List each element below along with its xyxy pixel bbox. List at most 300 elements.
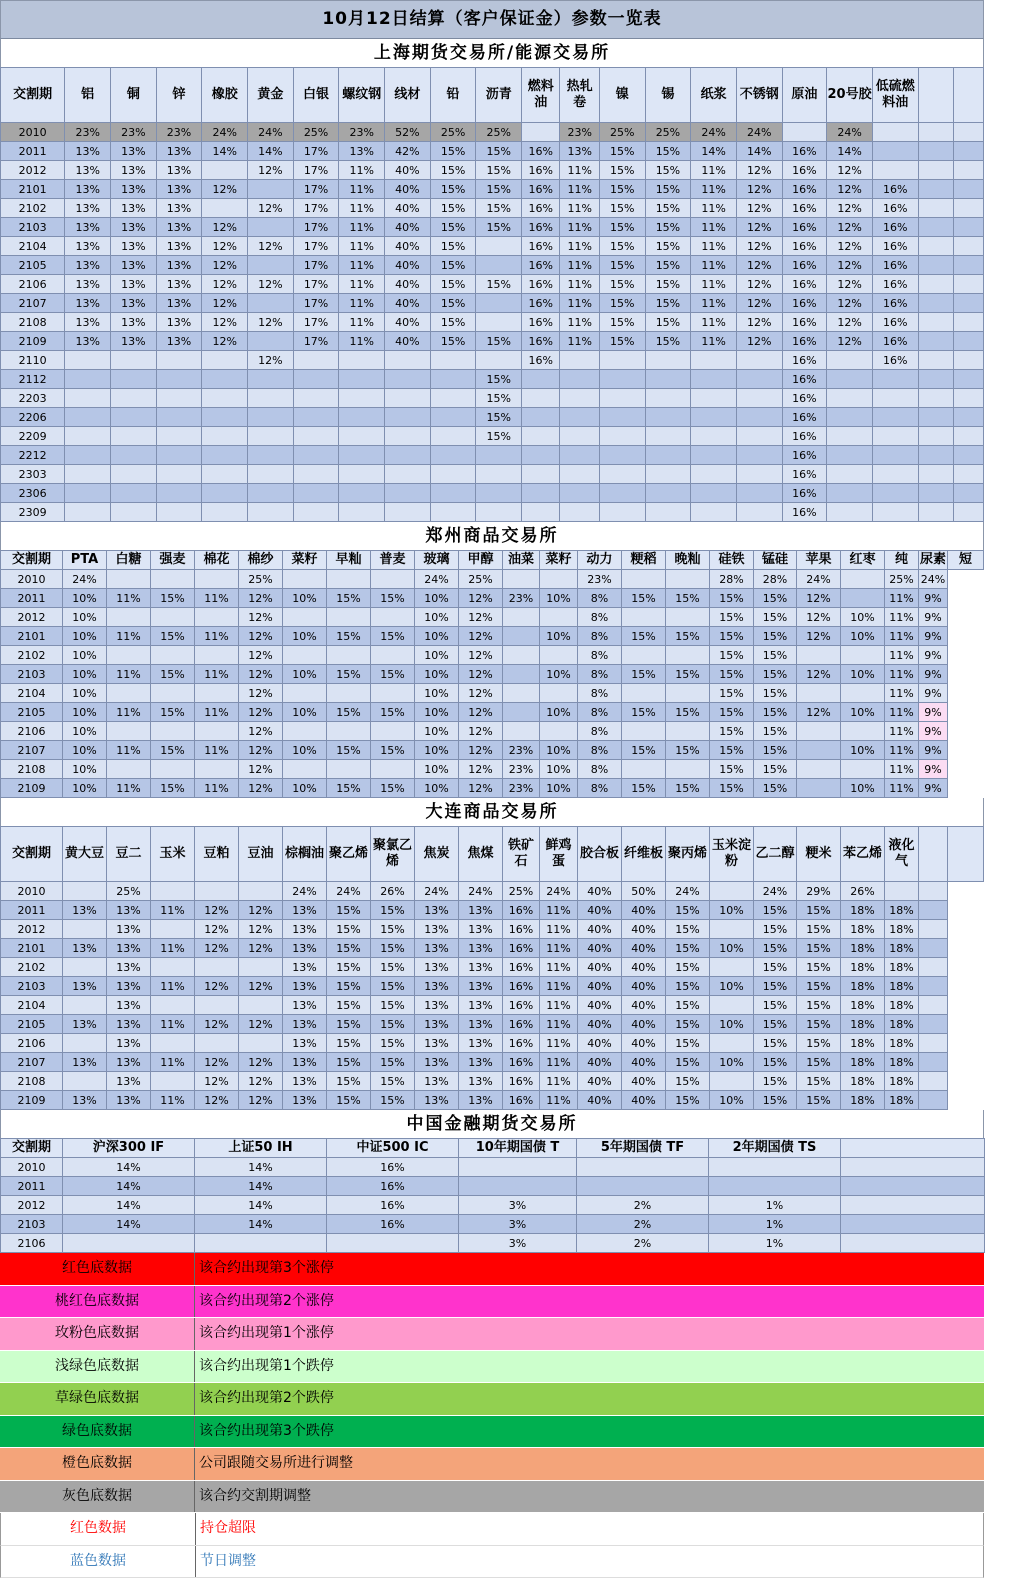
shfe-delivery-cell: 2209 (1, 427, 65, 446)
shfe-margin-cell (65, 427, 111, 446)
shfe-delivery-cell: 2306 (1, 484, 65, 503)
dce-margin-cell: 15% (371, 1072, 415, 1091)
shfe-margin-cell (385, 446, 431, 465)
cffex-header-cell: 中证500 IC (327, 1139, 459, 1158)
dce-margin-cell (710, 1072, 754, 1091)
shfe-margin-cell (827, 484, 873, 503)
shfe-margin-cell (691, 370, 737, 389)
shfe-margin-cell: 11% (560, 237, 599, 256)
dce-margin-cell: 15% (327, 920, 371, 939)
czce-delivery-cell: 2012 (1, 608, 63, 627)
shfe-header-cell: 白银 (293, 68, 339, 123)
czce-margin-cell (841, 570, 885, 589)
shfe-margin-cell (248, 218, 294, 237)
czce-margin-cell: 15% (754, 779, 797, 798)
czce-margin-cell: 28% (710, 570, 754, 589)
czce-margin-cell: 25% (459, 570, 503, 589)
czce-margin-cell: 10% (283, 741, 327, 760)
czce-table-row (1, 627, 984, 646)
dce-margin-cell (885, 882, 919, 901)
dce-table-row (1, 958, 984, 977)
czce-margin-cell (666, 760, 710, 779)
shfe-margin-cell: 40% (385, 218, 431, 237)
czce-margin-cell: 10% (63, 684, 107, 703)
dce-margin-cell: 40% (622, 977, 666, 996)
legend-key: 玫粉色底数据 (0, 1318, 195, 1350)
shfe-margin-cell: 24% (691, 123, 737, 142)
czce-margin-cell: 12% (239, 608, 283, 627)
czce-margin-cell: 12% (239, 779, 283, 798)
section-title-czce: 郑州商品交易所 (0, 522, 984, 550)
czce-margin-cell: 8% (578, 684, 622, 703)
shfe-margin-cell: 12% (736, 161, 782, 180)
shfe-header-cell: 线材 (385, 68, 431, 123)
dce-margin-cell: 18% (885, 1034, 919, 1053)
czce-margin-cell: 9% (919, 627, 948, 646)
shfe-margin-cell: 11% (691, 218, 737, 237)
czce-margin-cell: 9% (919, 646, 948, 665)
shfe-margin-cell: 12% (827, 180, 873, 199)
czce-table-row (1, 684, 984, 703)
dce-margin-cell: 15% (754, 977, 797, 996)
czce-margin-cell (195, 570, 239, 589)
shfe-delivery-cell: 2010 (1, 123, 65, 142)
shfe-margin-cell (248, 332, 294, 351)
shfe-margin-cell: 12% (248, 199, 294, 218)
dce-table-row (1, 977, 984, 996)
shfe-margin-cell (385, 503, 431, 522)
dce-margin-cell: 11% (540, 977, 578, 996)
shfe-margin-cell (599, 427, 645, 446)
shfe-margin-cell (202, 484, 248, 503)
shfe-delivery-cell: 2108 (1, 313, 65, 332)
czce-margin-cell (622, 646, 666, 665)
shfe-delivery-cell: 2107 (1, 294, 65, 313)
shfe-margin-cell: 15% (645, 237, 691, 256)
shfe-margin-cell: 40% (385, 199, 431, 218)
shfe-margin-cell (339, 389, 385, 408)
cffex-margin-cell (709, 1177, 841, 1196)
cffex-delivery-cell: 2010 (1, 1158, 63, 1177)
dce-margin-cell (239, 996, 283, 1015)
czce-margin-cell: 10% (841, 703, 885, 722)
czce-margin-cell (327, 684, 371, 703)
shfe-margin-cell: 11% (560, 275, 599, 294)
czce-margin-cell: 24% (797, 570, 841, 589)
shfe-margin-cell (522, 370, 560, 389)
shfe-margin-cell: 15% (599, 218, 645, 237)
dce-margin-cell: 40% (578, 1072, 622, 1091)
shfe-margin-cell: 13% (111, 256, 157, 275)
shfe-margin-cell: 40% (385, 332, 431, 351)
shfe-margin-cell (953, 180, 983, 199)
czce-margin-cell: 12% (239, 760, 283, 779)
dce-margin-cell: 11% (540, 939, 578, 958)
czce-margin-cell: 15% (622, 589, 666, 608)
dce-margin-cell: 13% (415, 939, 459, 958)
shfe-margin-cell (248, 484, 294, 503)
dce-margin-cell: 16% (503, 996, 540, 1015)
czce-delivery-cell: 2010 (1, 570, 63, 589)
shfe-margin-cell (339, 408, 385, 427)
dce-margin-cell: 40% (578, 1015, 622, 1034)
dce-margin-cell: 15% (797, 1034, 841, 1053)
czce-margin-cell: 10% (63, 703, 107, 722)
shfe-margin-cell (736, 465, 782, 484)
czce-margin-cell: 10% (63, 608, 107, 627)
dce-margin-cell: 40% (622, 958, 666, 977)
shfe-margin-cell: 15% (476, 408, 522, 427)
czce-table-row (1, 608, 984, 627)
czce-margin-cell: 10% (415, 741, 459, 760)
dce-margin-cell: 50% (622, 882, 666, 901)
czce-margin-cell: 15% (666, 703, 710, 722)
shfe-margin-cell: 11% (691, 313, 737, 332)
shfe-delivery-cell: 2112 (1, 370, 65, 389)
czce-margin-cell: 11% (195, 703, 239, 722)
shfe-margin-cell: 16% (522, 313, 560, 332)
shfe-margin-cell (918, 237, 953, 256)
shfe-margin-cell: 13% (111, 294, 157, 313)
shfe-margin-cell (339, 370, 385, 389)
czce-margin-cell: 8% (578, 627, 622, 646)
shfe-margin-cell (202, 408, 248, 427)
shfe-margin-cell (522, 389, 560, 408)
shfe-margin-cell: 17% (293, 237, 339, 256)
shfe-margin-cell (202, 427, 248, 446)
shfe-table-row (1, 294, 984, 313)
dce-margin-cell (919, 939, 948, 958)
dce-table-row (1, 996, 984, 1015)
shfe-margin-cell: 16% (782, 503, 827, 522)
czce-margin-cell (841, 589, 885, 608)
shfe-margin-cell: 11% (691, 180, 737, 199)
dce-margin-cell (151, 958, 195, 977)
czce-margin-cell (841, 684, 885, 703)
dce-margin-cell: 13% (107, 1034, 151, 1053)
czce-margin-cell (503, 646, 540, 665)
czce-margin-cell: 10% (540, 665, 578, 684)
czce-margin-cell: 15% (151, 589, 195, 608)
dce-margin-cell: 13% (415, 1034, 459, 1053)
shfe-margin-cell (953, 161, 983, 180)
shfe-margin-cell (872, 503, 918, 522)
shfe-margin-cell (156, 465, 202, 484)
shfe-margin-cell: 12% (736, 237, 782, 256)
shfe-margin-cell: 40% (385, 294, 431, 313)
dce-margin-cell: 10% (710, 901, 754, 920)
shfe-margin-cell (918, 484, 953, 503)
czce-margin-cell: 11% (195, 741, 239, 760)
czce-margin-cell: 12% (459, 665, 503, 684)
czce-margin-cell: 15% (151, 665, 195, 684)
czce-margin-cell: 11% (107, 703, 151, 722)
dce-margin-cell: 26% (841, 882, 885, 901)
dce-header-cell: 聚氯乙烯 (371, 827, 415, 882)
shfe-margin-cell: 15% (599, 275, 645, 294)
czce-margin-cell: 23% (578, 570, 622, 589)
cffex-margin-cell: 1% (709, 1234, 841, 1253)
dce-margin-cell: 40% (622, 1053, 666, 1072)
czce-margin-cell: 15% (371, 627, 415, 646)
shfe-margin-cell (827, 465, 873, 484)
czce-margin-cell: 15% (710, 627, 754, 646)
czce-margin-cell (503, 684, 540, 703)
cffex-margin-cell (63, 1234, 195, 1253)
czce-margin-cell: 9% (919, 741, 948, 760)
dce-header-cell: 鲜鸡蛋 (540, 827, 578, 882)
shfe-margin-cell (560, 465, 599, 484)
dce-margin-cell (63, 1034, 107, 1053)
dce-margin-cell (195, 958, 239, 977)
shfe-margin-cell: 11% (339, 161, 385, 180)
cffex-margin-cell (577, 1177, 709, 1196)
legend-row (0, 1448, 984, 1481)
shfe-margin-cell (918, 199, 953, 218)
shfe-margin-cell (827, 351, 873, 370)
shfe-header-row (1, 68, 984, 123)
shfe-margin-cell: 13% (156, 332, 202, 351)
shfe-margin-cell (430, 446, 476, 465)
shfe-margin-cell (872, 427, 918, 446)
shfe-margin-cell (953, 199, 983, 218)
czce-margin-cell: 12% (239, 646, 283, 665)
shfe-header-cell: 燃料油 (522, 68, 560, 123)
dce-margin-cell (63, 996, 107, 1015)
shfe-margin-cell (691, 351, 737, 370)
shfe-margin-cell (918, 408, 953, 427)
shfe-margin-cell (385, 370, 431, 389)
shfe-margin-cell (430, 484, 476, 503)
dce-margin-cell (710, 958, 754, 977)
dce-margin-cell: 15% (371, 939, 415, 958)
shfe-table-row (1, 351, 984, 370)
czce-margin-cell: 12% (459, 608, 503, 627)
dce-margin-cell: 16% (503, 1034, 540, 1053)
dce-margin-cell: 12% (239, 1053, 283, 1072)
legend-row (0, 1351, 984, 1384)
shfe-margin-cell (248, 408, 294, 427)
czce-delivery-cell: 2107 (1, 741, 63, 760)
czce-margin-cell: 8% (578, 741, 622, 760)
shfe-margin-cell: 11% (560, 313, 599, 332)
shfe-header-cell: 交割期 (1, 68, 65, 123)
dce-delivery-cell: 2104 (1, 996, 63, 1015)
czce-delivery-cell: 2103 (1, 665, 63, 684)
shfe-margin-cell: 16% (872, 275, 918, 294)
shfe-table-row (1, 313, 984, 332)
shfe-margin-cell (691, 484, 737, 503)
shfe-margin-cell: 40% (385, 237, 431, 256)
shfe-header-cell: 镍 (599, 68, 645, 123)
czce-margin-cell: 15% (710, 760, 754, 779)
shfe-margin-cell: 16% (782, 180, 827, 199)
dce-margin-cell (151, 882, 195, 901)
shfe-delivery-cell: 2203 (1, 389, 65, 408)
czce-margin-cell: 12% (239, 627, 283, 646)
shfe-table-row (1, 332, 984, 351)
czce-header-cell: 锰硅 (754, 551, 797, 570)
shfe-margin-cell: 16% (522, 180, 560, 199)
dce-margin-cell (919, 1015, 948, 1034)
dce-margin-cell: 13% (63, 1053, 107, 1072)
dce-margin-cell: 13% (63, 901, 107, 920)
shfe-margin-cell: 12% (827, 161, 873, 180)
czce-margin-cell: 15% (754, 589, 797, 608)
shfe-margin-cell: 15% (476, 332, 522, 351)
shfe-table-row (1, 446, 984, 465)
czce-margin-cell (107, 570, 151, 589)
shfe-margin-cell (476, 256, 522, 275)
dce-margin-cell: 13% (107, 1091, 151, 1110)
cffex-margin-cell (841, 1196, 985, 1215)
shfe-margin-cell: 11% (560, 332, 599, 351)
czce-margin-cell: 9% (919, 608, 948, 627)
czce-margin-cell: 12% (239, 684, 283, 703)
czce-margin-cell (283, 570, 327, 589)
czce-margin-cell: 15% (710, 589, 754, 608)
shfe-margin-cell (918, 142, 953, 161)
cffex-margin-cell: 14% (195, 1196, 327, 1215)
dce-margin-cell: 18% (885, 939, 919, 958)
shfe-margin-cell: 23% (156, 123, 202, 142)
czce-header-cell: 交割期 (1, 551, 63, 570)
shfe-margin-cell: 13% (65, 313, 111, 332)
cffex-header-cell: 交割期 (1, 1139, 63, 1158)
czce-header-cell: 棉花 (195, 551, 239, 570)
czce-margin-cell: 15% (622, 779, 666, 798)
dce-delivery-cell: 2106 (1, 1034, 63, 1053)
czce-margin-cell: 10% (63, 741, 107, 760)
czce-margin-cell: 10% (841, 741, 885, 760)
shfe-margin-cell: 12% (827, 237, 873, 256)
cffex-margin-cell (195, 1234, 327, 1253)
shfe-margin-cell (827, 370, 873, 389)
czce-margin-cell: 23% (503, 741, 540, 760)
dce-header-cell: 交割期 (1, 827, 63, 882)
shfe-margin-cell: 16% (872, 332, 918, 351)
shfe-margin-cell (202, 465, 248, 484)
dce-margin-cell: 13% (459, 1015, 503, 1034)
czce-margin-cell: 15% (666, 627, 710, 646)
shfe-margin-cell (872, 142, 918, 161)
shfe-margin-cell (645, 465, 691, 484)
dce-margin-cell: 12% (195, 920, 239, 939)
dce-margin-cell: 11% (151, 939, 195, 958)
czce-margin-cell: 15% (666, 741, 710, 760)
czce-margin-cell (622, 608, 666, 627)
dce-margin-cell: 13% (459, 1091, 503, 1110)
legend-row (0, 1383, 984, 1416)
shfe-margin-cell: 13% (560, 142, 599, 161)
shfe-header-cell: 纸浆 (691, 68, 737, 123)
shfe-margin-cell (599, 370, 645, 389)
shfe-table-row (1, 503, 984, 522)
czce-margin-cell: 15% (754, 646, 797, 665)
shfe-margin-cell: 15% (645, 218, 691, 237)
dce-margin-cell: 11% (151, 977, 195, 996)
shfe-margin-cell: 13% (65, 256, 111, 275)
shfe-delivery-cell: 2101 (1, 180, 65, 199)
shfe-margin-cell (430, 503, 476, 522)
shfe-margin-cell: 13% (65, 218, 111, 237)
shfe-margin-cell (645, 351, 691, 370)
dce-margin-cell: 13% (459, 1072, 503, 1091)
czce-margin-cell (107, 684, 151, 703)
shfe-delivery-cell: 2109 (1, 332, 65, 351)
shfe-margin-cell: 16% (872, 180, 918, 199)
czce-margin-cell: 10% (283, 779, 327, 798)
dce-header-cell: 豆粕 (195, 827, 239, 882)
czce-margin-cell: 8% (578, 589, 622, 608)
shfe-margin-cell (560, 427, 599, 446)
shfe-margin-cell: 13% (65, 199, 111, 218)
cffex-delivery-cell: 2011 (1, 1177, 63, 1196)
shfe-margin-cell (339, 446, 385, 465)
czce-margin-cell (107, 646, 151, 665)
cffex-margin-cell: 2% (577, 1215, 709, 1234)
dce-header-cell: 乙二醇 (754, 827, 797, 882)
czce-margin-cell (195, 760, 239, 779)
shfe-margin-cell (476, 484, 522, 503)
dce-margin-cell: 15% (371, 1015, 415, 1034)
shfe-margin-cell: 15% (476, 370, 522, 389)
shfe-margin-cell: 12% (248, 237, 294, 256)
shfe-margin-cell: 15% (645, 199, 691, 218)
dce-table (0, 826, 984, 1110)
shfe-margin-cell: 15% (476, 389, 522, 408)
czce-margin-cell (151, 570, 195, 589)
czce-header-cell: 白糖 (107, 551, 151, 570)
cffex-margin-cell: 3% (459, 1234, 577, 1253)
czce-margin-cell (797, 760, 841, 779)
czce-margin-cell: 15% (666, 589, 710, 608)
dce-margin-cell: 18% (841, 1091, 885, 1110)
dce-margin-cell: 16% (503, 977, 540, 996)
shfe-margin-cell: 12% (736, 332, 782, 351)
shfe-margin-cell (476, 313, 522, 332)
shfe-margin-cell: 16% (522, 275, 560, 294)
cffex-header-cell: 沪深300 IF (63, 1139, 195, 1158)
shfe-margin-cell: 40% (385, 275, 431, 294)
cffex-margin-cell: 3% (459, 1196, 577, 1215)
dce-margin-cell: 15% (797, 939, 841, 958)
czce-margin-cell (622, 722, 666, 741)
czce-margin-cell (107, 608, 151, 627)
czce-margin-cell (283, 760, 327, 779)
czce-margin-cell (371, 608, 415, 627)
shfe-margin-cell: 15% (430, 142, 476, 161)
czce-margin-cell: 10% (63, 665, 107, 684)
dce-margin-cell: 13% (415, 996, 459, 1015)
cffex-margin-cell: 14% (195, 1158, 327, 1177)
dce-margin-cell (63, 958, 107, 977)
czce-margin-cell: 15% (710, 608, 754, 627)
dce-margin-cell: 13% (283, 1053, 327, 1072)
czce-margin-cell: 11% (885, 684, 919, 703)
shfe-table-row (1, 408, 984, 427)
shfe-margin-cell (385, 389, 431, 408)
legend-row (0, 1416, 984, 1449)
dce-table-row (1, 1034, 984, 1053)
shfe-margin-cell: 16% (522, 294, 560, 313)
legend-description: 节日调整 (196, 1546, 983, 1578)
shfe-table-row (1, 199, 984, 218)
shfe-margin-cell (248, 294, 294, 313)
czce-margin-cell: 11% (885, 703, 919, 722)
shfe-margin-cell: 16% (872, 351, 918, 370)
dce-margin-cell: 15% (666, 958, 710, 977)
